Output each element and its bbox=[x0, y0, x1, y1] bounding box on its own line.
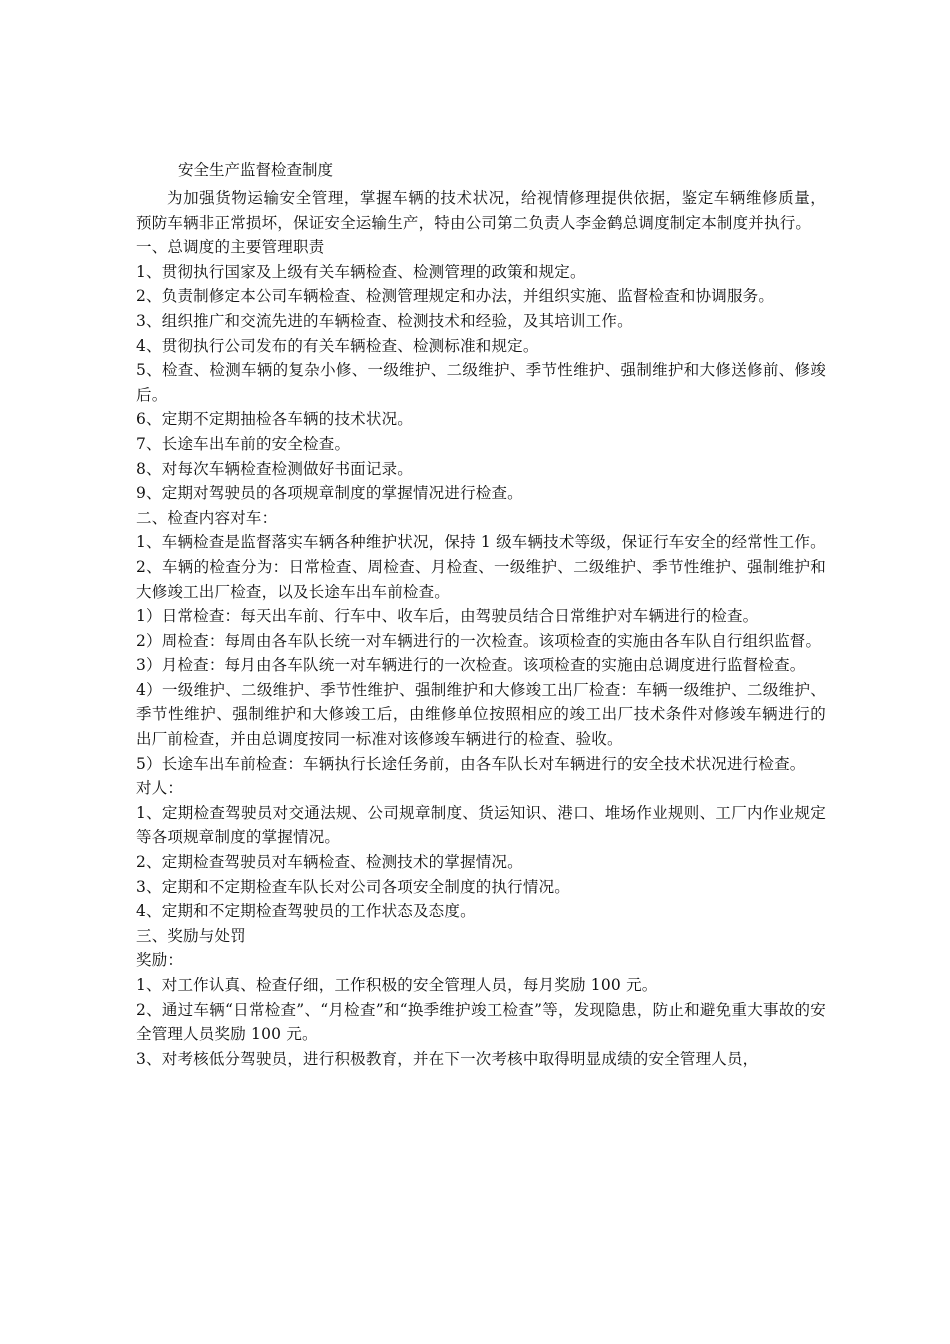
sub-list-item: 4）一级维护、二级维护、季节性维护、强制维护和大修竣工出厂检查：车辆一级维护、二级维护、季节性维护、强制维护和大修竣工后，由维修单位按照相应的竣工出厂技术条件对修竣车辆进行的出厂前检查，并由总调度按同一标准对该修竣车辆进行的检查、验收。 bbox=[136, 680, 826, 749]
list-item: 2、定期检查驾驶员对车辆检查、检测技术的掌握情况。 bbox=[136, 853, 523, 872]
sub-list-item: 3）月检查：每月由各车队统一对车辆进行的一次检查。该项检查的实施由总调度进行监督检查。 bbox=[136, 656, 806, 675]
section-heading-1: 一、总调度的主要管理职责 bbox=[136, 238, 325, 257]
list-item: 7、长途车出车前的安全检查。 bbox=[136, 434, 351, 453]
list-item: 1、车辆检查是监督落实车辆各种维护状况，保持 1 级车辆技术等级，保证行车安全的经常性工作。 bbox=[136, 533, 826, 552]
list-item: 8、对每次车辆检查检测做好书面记录。 bbox=[136, 459, 413, 478]
document-page bbox=[136, 160, 826, 1071]
intro-paragraph: 为加强货物运输安全管理，掌握车辆的技术状况，给视情修理提供依据，鉴定车辆维修质量，预防车辆非正常损坏，保证安全运输生产，特由公司第二负责人李金鹤总调度制定本制度并执行。 bbox=[136, 189, 826, 232]
list-item: 4、定期和不定期检查驾驶员的工作状态及态度。 bbox=[136, 902, 476, 921]
section-heading-3: 三、奖励与处罚 bbox=[136, 926, 246, 945]
list-item: 2、车辆的检查分为：日常检查、周检查、月检查、一级维护、二级维护、季节性维护、强制维护和大修竣工出厂检查，以及长途车出车前检查。 bbox=[136, 557, 826, 601]
subsection-heading-rewards: 奖励： bbox=[136, 951, 184, 970]
sub-list-item: 5）长途车出车前检查：车辆执行长途任务前，由各车队长对车辆进行的安全技术状况进行检查。 bbox=[136, 754, 806, 773]
list-item: 3、定期和不定期检查车队长对公司各项安全制度的执行情况。 bbox=[136, 877, 570, 896]
list-item: 9、定期对驾驶员的各项规章制度的掌握情况进行检查。 bbox=[136, 484, 523, 503]
list-item: 5、检查、检测车辆的复杂小修、一级维护、二级维护、季节性维护、强制维护和大修送修前、修竣后。 bbox=[136, 361, 826, 404]
list-item: 1、贯彻执行国家及上级有关车辆检查、检测管理的政策和规定。 bbox=[136, 262, 586, 281]
subsection-heading-people: 对人： bbox=[136, 779, 184, 798]
list-item: 1、定期检查驾驶员对交通法规、公司规章制度、货运知识、港口、堆场作业规则、工厂内作业规定等各项规章制度的掌握情况。 bbox=[136, 803, 826, 847]
list-item: 3、对考核低分驾驶员，进行积极教育，并在下一次考核中取得明显成绩的安全管理人员， bbox=[136, 1049, 759, 1068]
list-item: 3、组织推广和交流先进的车辆检查、检测技术和经验，及其培训工作。 bbox=[136, 311, 633, 330]
list-item: 4、贯彻执行公司发布的有关车辆检查、检测标准和规定。 bbox=[136, 336, 539, 355]
sub-list-item: 1）日常检查：每天出车前、行车中、收车后，由驾驶员结合日常维护对车辆进行的检查。 bbox=[136, 607, 759, 626]
list-item: 2、负责制修定本公司车辆检查、检测管理规定和办法，并组织实施、监督检查和协调服务。 bbox=[136, 287, 775, 306]
list-item: 2、通过车辆“日常检查”、“月检查”和“换季维护竣工检查”等，发现隐患，防止和避免重大事故的安全管理人员奖励 100 元。 bbox=[136, 1000, 826, 1044]
document-title: 安全生产监督检查制度 bbox=[178, 161, 334, 179]
list-item: 6、定期不定期抽检各车辆的技术状况。 bbox=[136, 410, 413, 429]
section-heading-2: 二、检查内容对车： bbox=[136, 508, 278, 527]
document-body bbox=[136, 186, 826, 1071]
sub-list-item: 2）周检查：每周由各车队长统一对车辆进行的一次检查。该项检查的实施由各车队自行组织监督。 bbox=[136, 631, 822, 650]
list-item: 1、对工作认真、检查仔细，工作积极的安全管理人员，每月奖励 100 元。 bbox=[136, 976, 658, 994]
